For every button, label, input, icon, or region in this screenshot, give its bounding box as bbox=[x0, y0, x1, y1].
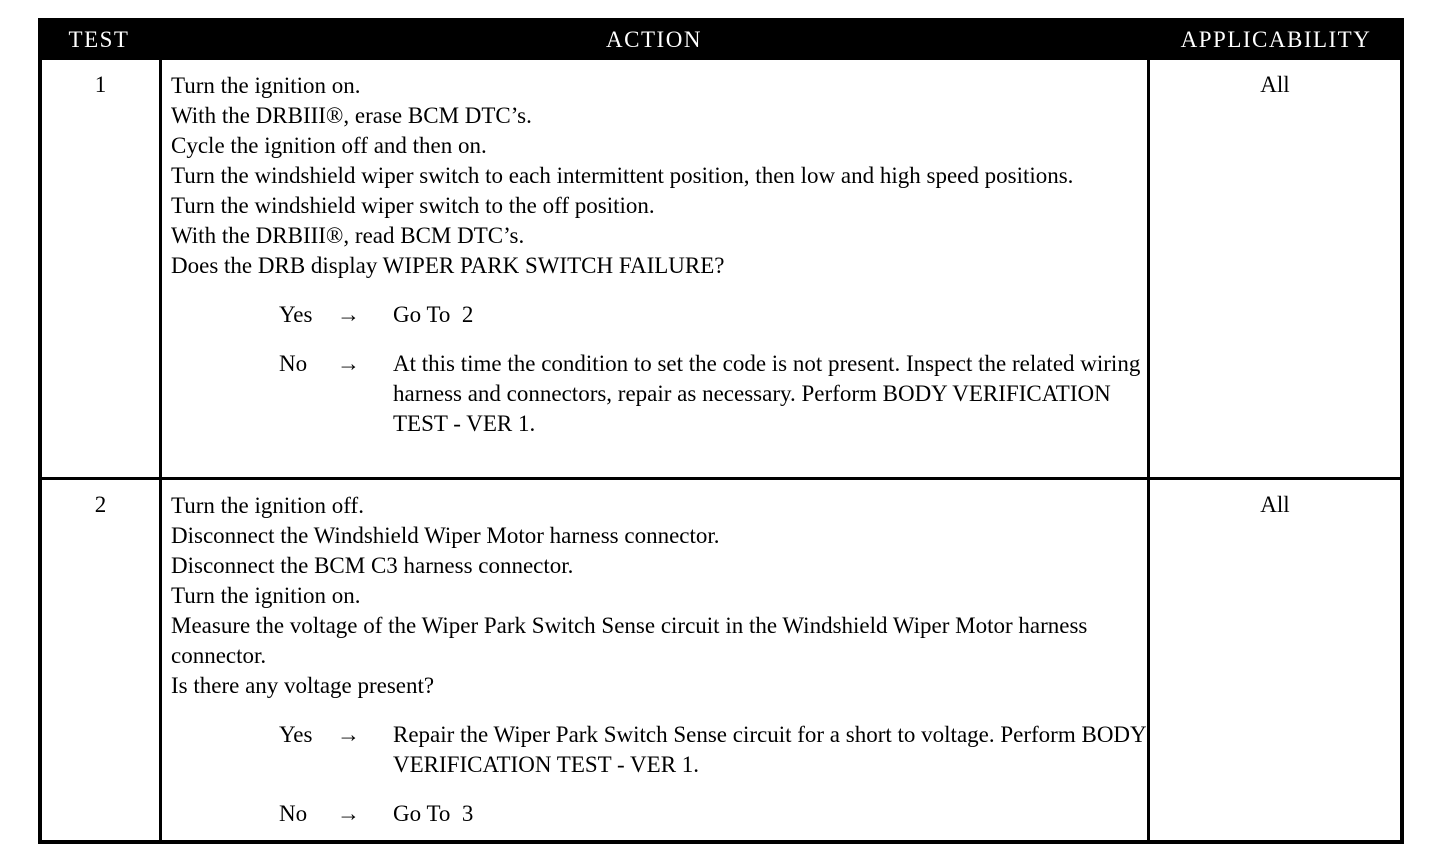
test-number: 2 bbox=[94, 492, 107, 517]
action-step: With the DRBIII®, read BCM DTC’s. bbox=[171, 223, 525, 248]
arrow-icon: → bbox=[337, 801, 360, 826]
yes-branch bbox=[279, 720, 1146, 780]
column-divider bbox=[159, 60, 162, 840]
test-number: 1 bbox=[94, 72, 107, 97]
action-step: Turn the windshield wiper switch to each intermittent position, then low and high speed positions. bbox=[171, 163, 1074, 188]
table-header bbox=[38, 18, 1404, 60]
action-step: Turn the ignition on. bbox=[171, 583, 361, 608]
diagnostic-test-table bbox=[38, 18, 1404, 844]
no-branch bbox=[279, 349, 1146, 439]
header-test: TEST bbox=[68, 27, 130, 52]
action-step: With the DRBIII®, erase BCM DTC’s. bbox=[171, 103, 532, 128]
header-action: ACTION bbox=[606, 27, 702, 52]
applicability-cell: All bbox=[1260, 72, 1290, 97]
no-result: At this time the condition to set the code is not present. Inspect the related wiring harness and connectors, repair as necessary. Perform BODY VERIFICATION TEST - VER 1. bbox=[393, 351, 1141, 436]
applicability-cell: All bbox=[1260, 492, 1290, 517]
no-result: Go To 3 bbox=[393, 801, 474, 826]
action-step: Turn the ignition on. bbox=[171, 73, 361, 98]
action-step: Turn the ignition off. bbox=[171, 493, 364, 518]
yes-result: Go To 2 bbox=[393, 302, 474, 327]
row-divider bbox=[42, 477, 1400, 480]
no-label: No bbox=[279, 351, 308, 376]
action-step: Cycle the ignition off and then on. bbox=[171, 133, 487, 158]
action-cell bbox=[171, 491, 1146, 829]
header-applicability: APPLICABILITY bbox=[1180, 27, 1372, 52]
yes-label: Yes bbox=[279, 302, 313, 327]
yes-result: Repair the Wiper Park Switch Sense circuit for a short to voltage. Perform BODY VERIFICATION TEST - VER 1. bbox=[393, 722, 1146, 777]
yes-branch bbox=[279, 300, 1146, 330]
arrow-icon: → bbox=[337, 351, 360, 376]
arrow-icon: → bbox=[337, 722, 360, 747]
action-step: Does the DRB display WIPER PARK SWITCH FAILURE? bbox=[171, 253, 725, 278]
no-branch bbox=[279, 799, 1146, 829]
action-step: Turn the windshield wiper switch to the off position. bbox=[171, 193, 655, 218]
action-cell bbox=[171, 71, 1146, 439]
action-step: Measure the voltage of the Wiper Park Switch Sense circuit in the Windshield Wiper Motor harness connector. bbox=[171, 613, 1088, 668]
column-divider bbox=[1147, 60, 1150, 840]
no-label: No bbox=[279, 801, 308, 826]
action-step: Disconnect the Windshield Wiper Motor harness connector. bbox=[171, 523, 720, 548]
yes-label: Yes bbox=[279, 722, 313, 747]
action-step: Is there any voltage present? bbox=[171, 673, 435, 698]
arrow-icon: → bbox=[337, 302, 360, 327]
action-step: Disconnect the BCM C3 harness connector. bbox=[171, 553, 574, 578]
